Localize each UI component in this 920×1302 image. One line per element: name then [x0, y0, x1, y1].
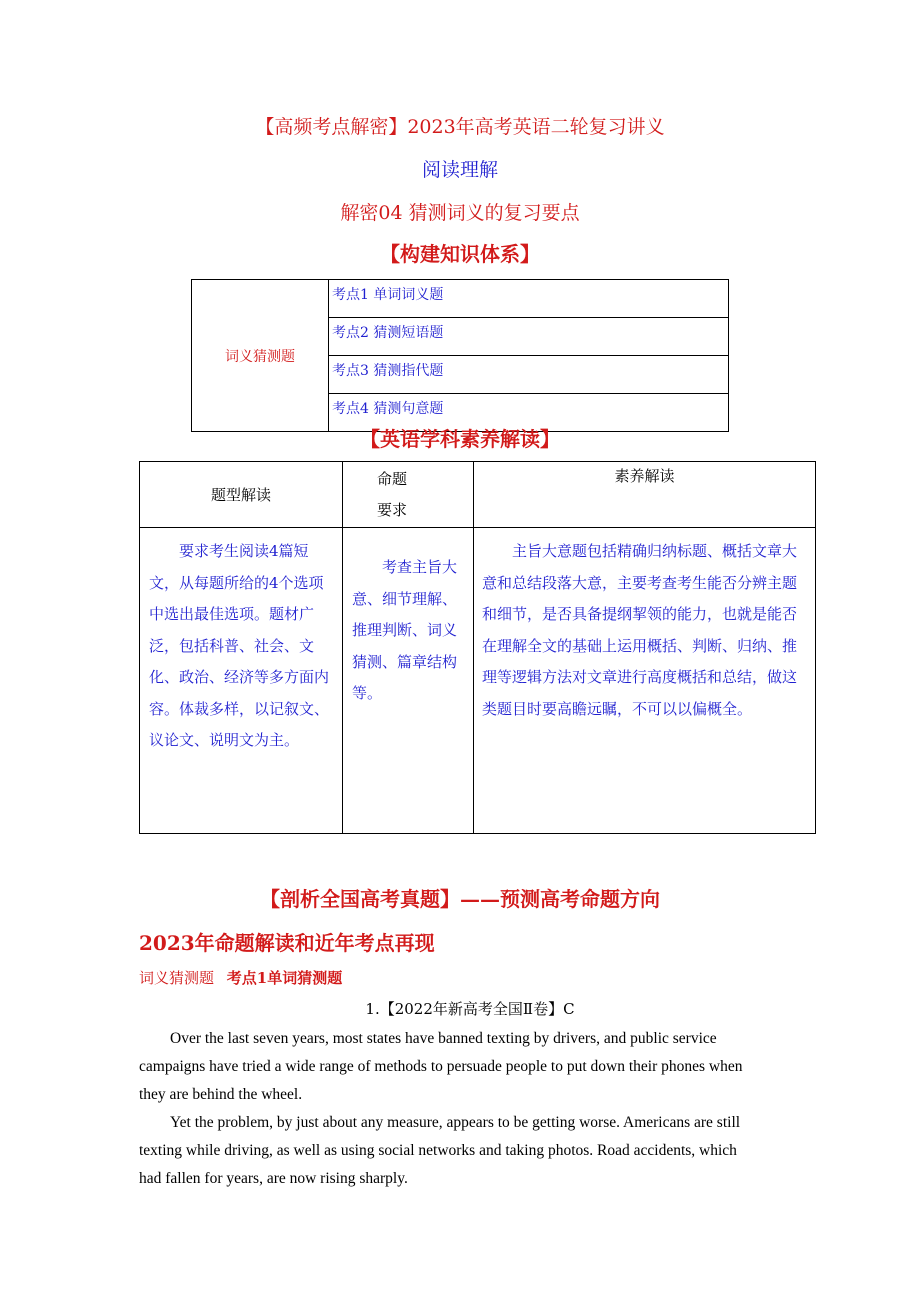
literacy-heading: 【英语学科素养解读】: [360, 427, 560, 451]
passage-line: Yet the problem, by just about any measure, appears to be getting worse. Americans are still: [170, 1114, 741, 1131]
knowledge-item: 考点3 猜测指代题: [329, 356, 729, 394]
knowledge-category: 词义猜测题: [192, 280, 329, 432]
column-header: 题型解读: [140, 462, 343, 528]
literacy-description: 主旨大意题包括精确归纳标题、概括文章大意和总结段落大意，主要考查考生能否分辨主题和细节，是否具备提纲挈领的能力，也就是能否在理解全文的基础上运用概括、判断、归纳、推理等逻辑方法对文章进行高度概括和总结，做这类题目时要高瞻远瞩，不可以以偏概全。: [482, 542, 798, 718]
knowledge-item: 考点1 单词词义题: [329, 280, 729, 318]
question-type-description: 要求考生阅读4篇短文，从每题所给的4个选项中选出最佳选项。题材广泛，包括科普、社会、文化、政治、经济等多方面内容。体裁多样，以记叙文、议论文、说明文为主。: [149, 542, 330, 749]
column-header: 命题 要求: [343, 462, 474, 528]
point-label: 考点1单词猜测题: [226, 969, 343, 987]
exam-requirements: 考查主旨大意、细节理解、推理判断、词义猜测、篇章结构等。: [352, 558, 458, 702]
knowledge-item: 考点4 猜测句意题: [329, 394, 729, 432]
passage-paragraph: [139, 1025, 779, 1109]
passage-line: Over the last seven years, most states have banned texting by drivers, and public service: [170, 1030, 717, 1047]
document-subtitle: 阅读理解: [421, 159, 498, 181]
document-title: 【高频考点解密】2023年高考英语二轮复习讲义: [255, 116, 665, 138]
passage-paragraph: [139, 1109, 779, 1193]
column-header: 素养解读: [474, 462, 816, 528]
literacy-table: [139, 461, 816, 834]
passage-line: they are behind the wheel.: [139, 1086, 303, 1103]
passage-line: texting while driving, as well as using social networks and taking photos. Road accidents, which: [139, 1142, 737, 1159]
exam-section-heading: 【剖析全国高考真题】——预测高考命题方向: [260, 887, 660, 911]
knowledge-item: 考点2 猜测短语题: [329, 318, 729, 356]
knowledge-system-heading: 【构建知识体系】: [380, 242, 540, 266]
question-reference: 1.【2022年新高考全国Ⅱ卷】C: [365, 1000, 575, 1018]
topic-label: 词义猜测题: [139, 969, 215, 987]
passage-line: campaigns have tried a wide range of methods to persuade people to put down their phones when: [139, 1058, 743, 1075]
document-topic: 解密04 猜测词义的复习要点: [340, 202, 580, 224]
knowledge-table: [191, 279, 729, 432]
exam-subheading: 2023年命题解读和近年考点再现: [139, 931, 435, 955]
passage-line: had fallen for years, are now rising sharply.: [139, 1170, 408, 1187]
